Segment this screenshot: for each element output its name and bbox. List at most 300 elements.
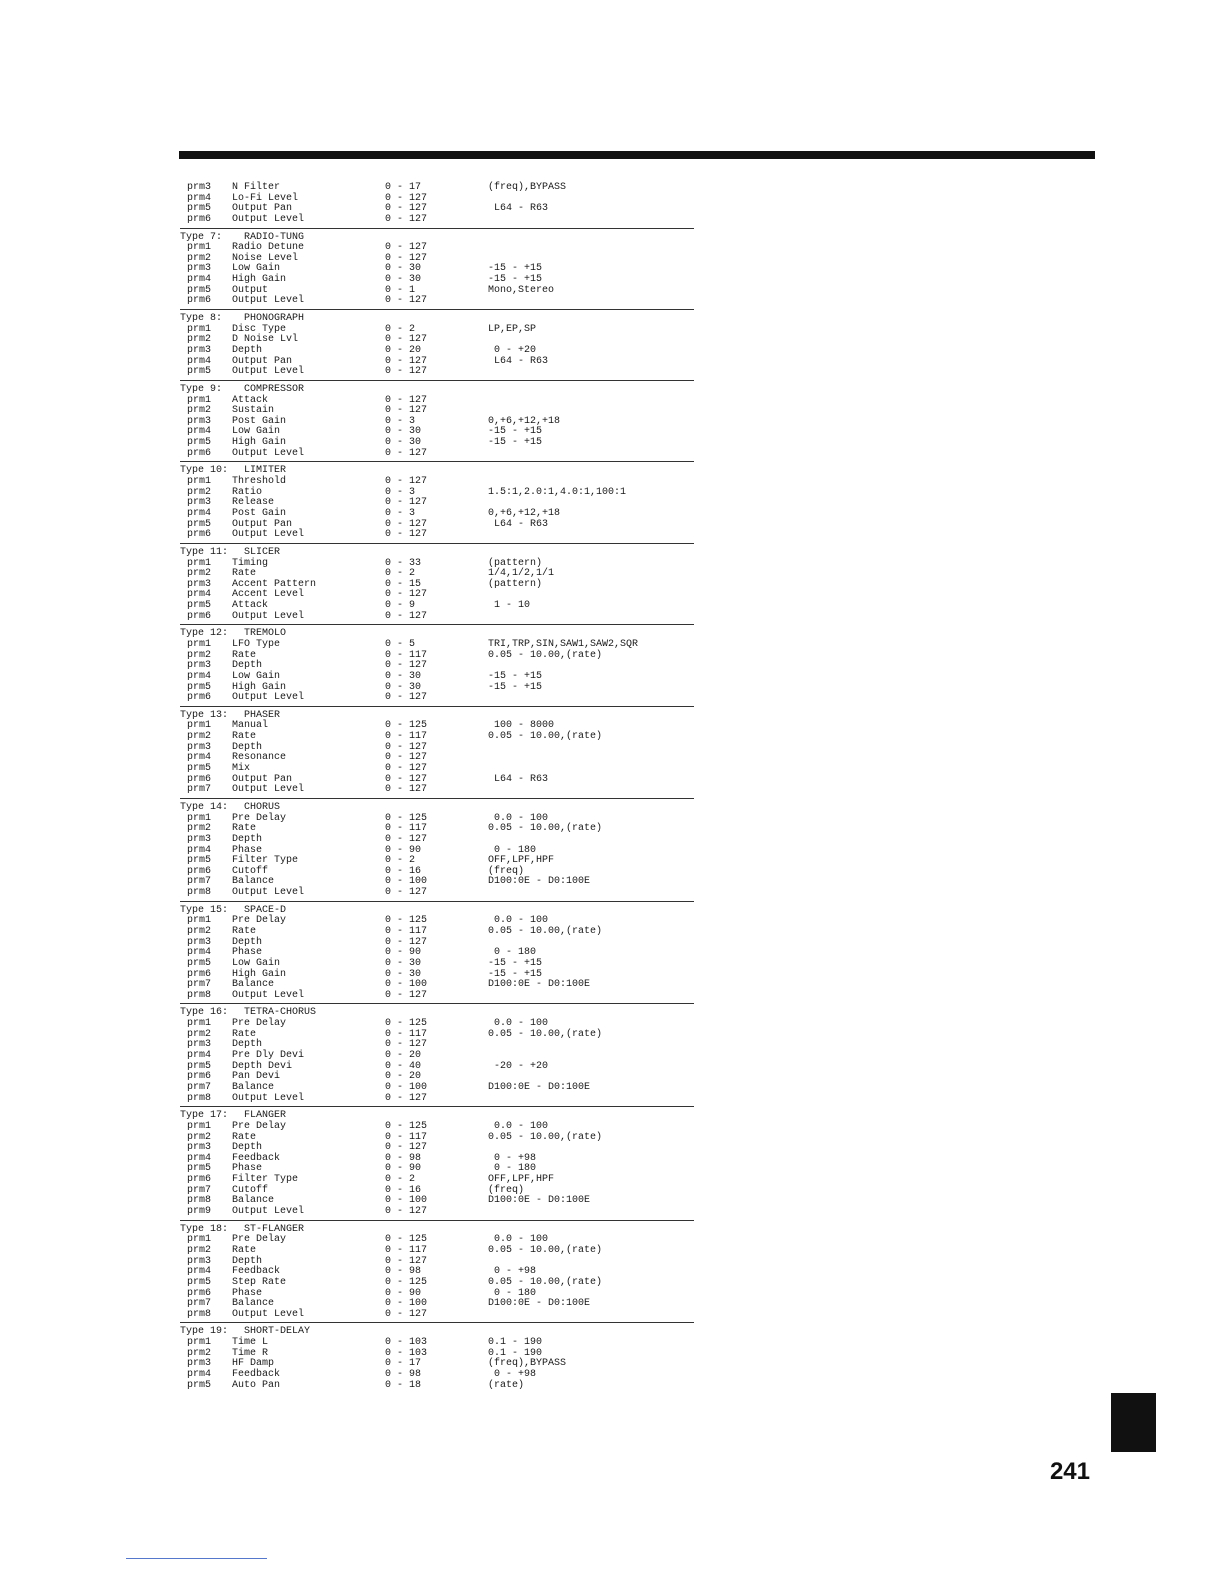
- type-label: Type 12:: [180, 628, 229, 640]
- param-name: Rate: [232, 926, 257, 937]
- param-name: Phase: [232, 947, 263, 959]
- param-prm: prm5: [187, 1163, 212, 1175]
- param-range: 0 - 3: [385, 486, 416, 498]
- param-range: 0 - 3: [385, 415, 416, 427]
- param-name: High Gain: [232, 681, 287, 693]
- param-prm: prm6: [187, 773, 212, 785]
- param-range: 0 - 127: [385, 295, 428, 307]
- param-row: [180, 449, 694, 460]
- param-range: 0 - 18: [385, 1379, 422, 1391]
- param-row: [180, 1122, 694, 1133]
- param-prm: prm8: [187, 1195, 212, 1207]
- param-range: 0 - 100: [385, 1081, 428, 1093]
- param-name: Feedback: [232, 1152, 281, 1164]
- type-label: Type 9:: [180, 383, 223, 395]
- param-value: 0.05 - 10.00,(rate): [488, 823, 603, 835]
- param-name: Pre Delay: [232, 1120, 287, 1132]
- param-row: [180, 1310, 694, 1321]
- param-name: Cutoff: [232, 1184, 269, 1196]
- effect-type-section: [180, 629, 694, 706]
- param-prm: prm4: [187, 844, 212, 856]
- param-value: 0.05 - 10.00,(rate): [488, 731, 603, 743]
- param-prm: prm2: [187, 1131, 212, 1143]
- param-value: 0 - 180: [488, 947, 537, 959]
- param-range: 0 - 17: [385, 1358, 422, 1370]
- param-range: 0 - 15: [385, 578, 422, 590]
- param-name: Attack: [232, 394, 269, 406]
- param-name: Balance: [232, 1195, 275, 1207]
- param-prm: prm2: [187, 334, 212, 346]
- param-range: 0 - 127: [385, 213, 428, 225]
- param-range: 0 - 127: [385, 394, 428, 406]
- param-range: 0 - 127: [385, 203, 428, 215]
- param-row: [180, 916, 694, 927]
- param-range: 0 - 117: [385, 649, 428, 661]
- type-name: ST-FLANGER: [244, 1223, 305, 1235]
- type-name: PHONOGRAPH: [244, 313, 305, 325]
- param-prm: prm4: [187, 1152, 212, 1164]
- param-prm: prm6: [187, 447, 212, 459]
- param-range: 0 - 127: [385, 1142, 428, 1154]
- param-value: 0.05 - 10.00,(rate): [488, 1028, 603, 1040]
- param-range: 0 - 127: [385, 989, 428, 1001]
- param-prm: prm4: [187, 589, 212, 601]
- param-value: 0.1 - 190: [488, 1337, 543, 1349]
- param-value: 0.1 - 190: [488, 1347, 543, 1359]
- param-name: Output Level: [232, 1206, 305, 1218]
- param-range: 0 - 127: [385, 476, 428, 488]
- param-value: 0 - 180: [488, 1287, 537, 1299]
- param-name: Pan Devi: [232, 1071, 281, 1083]
- param-value: 0 - 180: [488, 844, 537, 856]
- param-range: 0 - 127: [385, 518, 428, 530]
- header-rule: [179, 151, 1095, 159]
- param-prm: prm4: [187, 670, 212, 682]
- param-prm: prm4: [187, 752, 212, 764]
- param-value: (rate): [488, 1379, 525, 1391]
- param-value: OFF,LPF,HPF: [488, 1174, 555, 1186]
- param-value: (pattern): [488, 557, 543, 569]
- param-prm: prm2: [187, 1347, 212, 1359]
- param-value: 100 - 8000: [488, 720, 555, 732]
- effect-type-section: [180, 1008, 694, 1107]
- param-name: Release: [232, 497, 275, 509]
- param-name: Rate: [232, 568, 257, 580]
- param-name: Low Gain: [232, 670, 281, 682]
- param-prm: prm5: [187, 1060, 212, 1072]
- param-row: [180, 672, 694, 683]
- param-prm: prm5: [187, 600, 212, 612]
- param-prm: prm3: [187, 660, 212, 672]
- param-value: 0 - +98: [488, 1266, 537, 1278]
- param-name: Post Gain: [232, 415, 287, 427]
- param-range: 0 - 30: [385, 681, 422, 693]
- param-prm: prm3: [187, 415, 212, 427]
- param-range: 0 - 127: [385, 1206, 428, 1218]
- param-name: Output Level: [232, 1092, 305, 1104]
- type-label: Type 13:: [180, 709, 229, 721]
- param-value: D100:0E - D0:100E: [488, 876, 591, 888]
- param-range: 0 - 1: [385, 284, 416, 296]
- param-prm: prm5: [187, 763, 212, 775]
- param-row: [180, 814, 694, 825]
- param-prm: prm7: [187, 1298, 212, 1310]
- param-value: L64 - R63: [488, 518, 549, 530]
- param-range: 0 - 127: [385, 447, 428, 459]
- param-value: -15 - +15: [488, 263, 543, 275]
- param-name: Phase: [232, 844, 263, 856]
- param-range: 0 - 125: [385, 1018, 428, 1030]
- param-range: 0 - 16: [385, 865, 422, 877]
- param-name: Feedback: [232, 1266, 281, 1278]
- param-value: 0 - 180: [488, 1163, 537, 1175]
- param-name: Output Level: [232, 692, 305, 704]
- param-value: OFF,LPF,HPF: [488, 855, 555, 867]
- param-prm: prm4: [187, 426, 212, 438]
- param-range: 0 - 9: [385, 600, 416, 612]
- param-name: High Gain: [232, 968, 287, 980]
- param-name: Balance: [232, 876, 275, 888]
- param-range: 0 - 98: [385, 1368, 422, 1380]
- param-range: 0 - 117: [385, 1131, 428, 1143]
- param-row: [180, 612, 694, 623]
- param-value: 0 - +20: [488, 344, 537, 356]
- param-prm: prm7: [187, 979, 212, 991]
- param-range: 0 - 125: [385, 1234, 428, 1246]
- param-row: [180, 559, 694, 570]
- param-prm: prm2: [187, 731, 212, 743]
- type-label: Type 8:: [180, 313, 223, 325]
- param-range: 0 - 127: [385, 405, 428, 417]
- param-row: [180, 530, 694, 541]
- param-name: Low Gain: [232, 263, 281, 275]
- param-value: (freq),BYPASS: [488, 182, 567, 193]
- param-range: 0 - 30: [385, 274, 422, 286]
- type-name: FLANGER: [244, 1110, 287, 1122]
- param-name: Output Level: [232, 213, 305, 225]
- param-row: [180, 215, 694, 226]
- param-prm: prm3: [187, 1039, 212, 1051]
- param-name: Timing: [232, 557, 269, 569]
- effect-type-section: [180, 906, 694, 1005]
- param-value: 0.05 - 10.00,(rate): [488, 1276, 603, 1288]
- param-prm: prm5: [187, 518, 212, 530]
- param-name: Balance: [232, 979, 275, 991]
- param-prm: prm1: [187, 1120, 212, 1132]
- type-header: [180, 385, 694, 396]
- param-row: [180, 1094, 694, 1105]
- param-range: 0 - 117: [385, 823, 428, 835]
- param-name: Depth: [232, 1142, 263, 1154]
- param-range: 0 - 127: [385, 1039, 428, 1051]
- param-range: 0 - 30: [385, 426, 422, 438]
- param-range: 0 - 117: [385, 731, 428, 743]
- param-name: Output Pan: [232, 203, 293, 215]
- param-name: Radio Detune: [232, 242, 305, 254]
- param-prm: prm2: [187, 252, 212, 264]
- param-name: Output Level: [232, 989, 305, 1001]
- param-range: 0 - 127: [385, 887, 428, 899]
- param-prm: prm1: [187, 557, 212, 569]
- param-range: 0 - 127: [385, 366, 428, 378]
- param-prm: prm2: [187, 1244, 212, 1256]
- param-prm: prm6: [187, 968, 212, 980]
- param-name: Output Level: [232, 366, 305, 378]
- param-value: 0 - +98: [488, 1152, 537, 1164]
- type-label: Type 10:: [180, 465, 229, 477]
- type-label: Type 17:: [180, 1110, 229, 1122]
- param-name: Lo-Fi Level: [232, 192, 299, 204]
- param-row: [180, 785, 694, 796]
- param-row: [180, 721, 694, 732]
- param-range: 0 - 90: [385, 844, 422, 856]
- param-value: LP,EP,SP: [488, 323, 537, 335]
- param-prm: prm1: [187, 812, 212, 824]
- param-value: Mono,Stereo: [488, 284, 555, 296]
- param-range: 0 - 125: [385, 1120, 428, 1132]
- param-value: (freq): [488, 1184, 525, 1196]
- param-range: 0 - 3: [385, 507, 416, 519]
- param-prm: prm6: [187, 865, 212, 877]
- type-name: COMPRESSOR: [244, 383, 305, 395]
- param-range: 0 - 125: [385, 1276, 428, 1288]
- param-prm: prm5: [187, 437, 212, 449]
- param-row: [180, 1083, 694, 1094]
- param-prm: prm9: [187, 1206, 212, 1218]
- param-range: 0 - 125: [385, 720, 428, 732]
- param-row: [180, 367, 694, 378]
- param-range: 0 - 90: [385, 1163, 422, 1175]
- param-prm: prm6: [187, 1174, 212, 1186]
- param-range: 0 - 127: [385, 660, 428, 672]
- param-name: Pre Delay: [232, 812, 287, 824]
- param-name: Depth: [232, 936, 263, 948]
- parameter-list: [180, 183, 694, 1397]
- param-prm: prm6: [187, 529, 212, 541]
- param-range: 0 - 127: [385, 936, 428, 948]
- param-prm: prm6: [187, 213, 212, 225]
- param-name: Depth: [232, 1255, 263, 1267]
- param-row: [180, 835, 694, 846]
- param-value: 0.0 - 100: [488, 1018, 549, 1030]
- type-name: PHASER: [244, 709, 281, 721]
- param-value: D100:0E - D0:100E: [488, 1081, 591, 1093]
- effect-type-section: [180, 548, 694, 625]
- param-value: 0,+6,+12,+18: [488, 507, 561, 519]
- param-value: 1/4,1/2,1/1: [488, 568, 555, 580]
- param-prm: prm6: [187, 1071, 212, 1083]
- type-name: LIMITER: [244, 465, 287, 477]
- param-range: 0 - 127: [385, 192, 428, 204]
- type-name: SHORT-DELAY: [244, 1326, 311, 1338]
- param-range: 0 - 30: [385, 957, 422, 969]
- param-prm: prm5: [187, 957, 212, 969]
- param-value: TRI,TRP,SIN,SAW1,SAW2,SQR: [488, 638, 639, 650]
- param-range: 0 - 100: [385, 979, 428, 991]
- param-range: 0 - 30: [385, 670, 422, 682]
- param-prm: prm6: [187, 1287, 212, 1299]
- param-name: Mix: [232, 763, 251, 775]
- param-value: -15 - +15: [488, 437, 543, 449]
- param-range: 0 - 20: [385, 344, 422, 356]
- param-prm: prm5: [187, 203, 212, 215]
- param-prm: prm4: [187, 192, 212, 204]
- param-range: 0 - 103: [385, 1347, 428, 1359]
- param-name: Cutoff: [232, 865, 269, 877]
- param-name: Time L: [232, 1337, 269, 1349]
- param-prm: prm7: [187, 1184, 212, 1196]
- param-prm: prm3: [187, 833, 212, 845]
- param-name: Time R: [232, 1347, 269, 1359]
- param-name: HF Damp: [232, 1358, 275, 1370]
- param-name: Pre Delay: [232, 915, 287, 927]
- param-row: [180, 1278, 694, 1289]
- type-name: SPACE-D: [244, 904, 287, 916]
- param-name: Depth: [232, 1039, 263, 1051]
- param-range: 0 - 127: [385, 784, 428, 796]
- param-name: Output Level: [232, 529, 305, 541]
- param-range: 0 - 117: [385, 1028, 428, 1040]
- param-row: [180, 509, 694, 520]
- param-range: 0 - 117: [385, 1244, 428, 1256]
- param-value: L64 - R63: [488, 773, 549, 785]
- param-name: Filter Type: [232, 1174, 299, 1186]
- param-value: 0.05 - 10.00,(rate): [488, 926, 603, 937]
- param-name: Step Rate: [232, 1276, 287, 1288]
- param-name: Output Pan: [232, 355, 293, 367]
- param-range: 0 - 20: [385, 1050, 422, 1062]
- param-name: Resonance: [232, 752, 287, 764]
- effect-type-section: [180, 466, 694, 543]
- param-value: 0.0 - 100: [488, 1120, 549, 1132]
- param-row: [180, 1235, 694, 1246]
- effect-type-section: [180, 233, 694, 310]
- param-name: Output Pan: [232, 773, 293, 785]
- param-range: 0 - 117: [385, 926, 428, 937]
- param-prm: prm3: [187, 263, 212, 275]
- param-prm: prm2: [187, 568, 212, 580]
- param-range: 0 - 125: [385, 915, 428, 927]
- param-range: 0 - 2: [385, 568, 416, 580]
- param-prm: prm4: [187, 1050, 212, 1062]
- param-name: Depth: [232, 660, 263, 672]
- param-prm: prm1: [187, 476, 212, 488]
- param-prm: prm1: [187, 1337, 212, 1349]
- param-name: Output Level: [232, 887, 305, 899]
- param-range: 0 - 2: [385, 323, 416, 335]
- param-range: 0 - 127: [385, 497, 428, 509]
- param-range: 0 - 100: [385, 1195, 428, 1207]
- type-name: TETRA-CHORUS: [244, 1007, 317, 1019]
- param-range: 0 - 127: [385, 763, 428, 775]
- param-range: 0 - 127: [385, 741, 428, 753]
- param-name: Pre Delay: [232, 1018, 287, 1030]
- effect-type-section: [180, 1327, 694, 1393]
- type-name: SLICER: [244, 546, 281, 558]
- param-range: 0 - 33: [385, 557, 422, 569]
- param-row: [180, 1381, 694, 1392]
- param-name: Ratio: [232, 486, 263, 498]
- param-prm: prm4: [187, 274, 212, 286]
- param-name: Rate: [232, 1244, 257, 1256]
- param-value: -15 - +15: [488, 670, 543, 682]
- param-name: Output: [232, 284, 269, 296]
- param-prm: prm1: [187, 915, 212, 927]
- param-prm: prm7: [187, 1081, 212, 1093]
- param-prm: prm1: [187, 1234, 212, 1246]
- param-range: 0 - 127: [385, 833, 428, 845]
- type-label: Type 19:: [180, 1326, 229, 1338]
- type-label: Type 14:: [180, 801, 229, 813]
- param-row: [180, 693, 694, 704]
- param-name: Rate: [232, 1028, 257, 1040]
- param-range: 0 - 127: [385, 355, 428, 367]
- param-range: 0 - 100: [385, 1298, 428, 1310]
- param-name: Output Level: [232, 1308, 305, 1320]
- param-row: [180, 346, 694, 357]
- param-range: 0 - 2: [385, 855, 416, 867]
- param-range: 0 - 127: [385, 1308, 428, 1320]
- param-range: 0 - 20: [385, 1071, 422, 1083]
- param-name: Pre Dly Devi: [232, 1050, 305, 1062]
- param-name: Rate: [232, 731, 257, 743]
- param-name: Output Level: [232, 610, 305, 622]
- param-name: Accent Pattern: [232, 578, 317, 590]
- param-value: -15 - +15: [488, 968, 543, 980]
- param-row: [180, 296, 694, 307]
- continued-section: [180, 183, 694, 229]
- param-value: L64 - R63: [488, 203, 549, 215]
- param-value: -15 - +15: [488, 957, 543, 969]
- param-name: Depth: [232, 344, 263, 356]
- param-name: Low Gain: [232, 957, 281, 969]
- param-value: 0 - +98: [488, 1368, 537, 1380]
- param-prm: prm8: [187, 1092, 212, 1104]
- param-range: 0 - 30: [385, 968, 422, 980]
- param-name: D Noise Lvl: [232, 334, 299, 346]
- param-prm: prm3: [187, 1358, 212, 1370]
- effect-type-section: [180, 1225, 694, 1324]
- section-tab-marker: [1111, 1393, 1156, 1452]
- type-label: Type 15:: [180, 904, 229, 916]
- param-prm: prm5: [187, 681, 212, 693]
- param-value: 0.05 - 10.00,(rate): [488, 649, 603, 661]
- param-name: Noise Level: [232, 252, 299, 264]
- param-value: 0.0 - 100: [488, 812, 549, 824]
- param-prm: prm4: [187, 947, 212, 959]
- param-value: 0.05 - 10.00,(rate): [488, 1131, 603, 1143]
- type-name: RADIO-TUNG: [244, 231, 305, 243]
- param-value: 0.0 - 100: [488, 915, 549, 927]
- param-range: 0 - 2: [385, 1174, 416, 1186]
- type-label: Type 7:: [180, 231, 223, 243]
- param-value: 1.5:1,2.0:1,4.0:1,100:1: [488, 486, 627, 498]
- param-name: LFO Type: [232, 638, 281, 650]
- type-label: Type 18:: [180, 1223, 229, 1235]
- effect-type-section: [180, 803, 694, 902]
- param-name: Balance: [232, 1081, 275, 1093]
- param-value: (freq): [488, 865, 525, 877]
- effect-type-section: [180, 1111, 694, 1220]
- param-name: High Gain: [232, 437, 287, 449]
- param-prm: prm3: [187, 1255, 212, 1267]
- param-range: 0 - 90: [385, 1287, 422, 1299]
- param-name: Rate: [232, 823, 257, 835]
- param-name: Depth: [232, 833, 263, 845]
- param-row: [180, 640, 694, 651]
- effect-type-section: [180, 711, 694, 799]
- param-name: Auto Pan: [232, 1379, 281, 1391]
